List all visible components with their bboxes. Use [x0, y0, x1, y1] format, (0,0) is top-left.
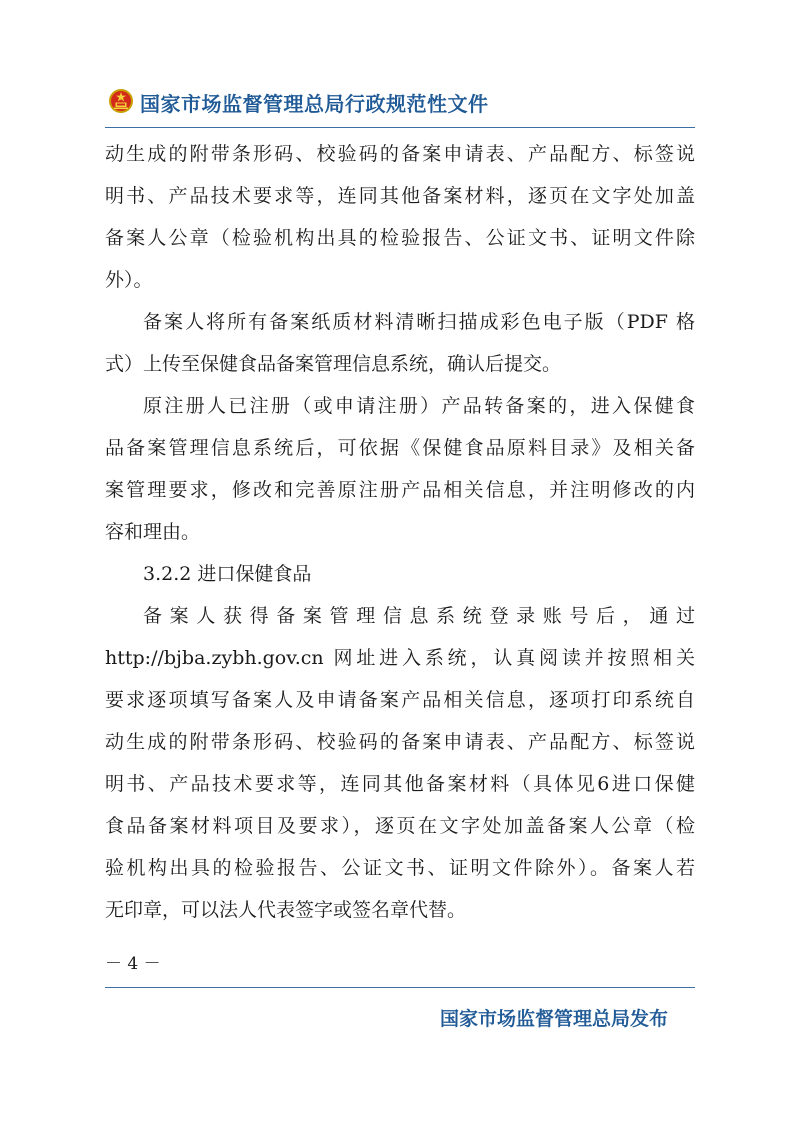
header-divider — [105, 127, 695, 128]
document-header — [105, 84, 695, 124]
body-line: 明书、产品技术要求等，连同其他备案材料（具体见6进口保健 — [105, 773, 695, 795]
body-line: http://bjba.zybh.gov.cn 网址进入系统，认真阅读并按照相关 — [105, 647, 695, 669]
section-heading: 3.2.2 进口保健食品 — [143, 563, 312, 585]
national-emblem-icon — [108, 88, 134, 114]
body-line: 备案人获得备案管理信息系统登录账号后，通过 — [143, 605, 695, 627]
body-line: 品备案管理信息系统后，可依据《保健食品原料目录》及相关备 — [105, 437, 695, 459]
page-number: － 4 － — [105, 954, 161, 974]
body-line: 明书、产品技术要求等，连同其他备案材料，逐页在文字处加盖 — [105, 185, 695, 207]
body-line: 原注册人已注册（或申请注册）产品转备案的，进入保健食 — [143, 395, 695, 417]
body-line: 备案人将所有备案纸质材料清晰扫描成彩色电子版（PDF 格 — [143, 311, 695, 333]
footer-divider — [105, 987, 695, 988]
body-line: 外）。 — [105, 269, 153, 291]
body-line: 容和理由。 — [105, 521, 201, 543]
body-line: 食品备案材料项目及要求），逐页在文字处加盖备案人公章（检 — [105, 815, 695, 837]
body-line: 案管理要求，修改和完善原注册产品相关信息，并注明修改的内 — [105, 479, 695, 501]
body-line: 动生成的附带条形码、校验码的备案申请表、产品配方、标签说 — [105, 731, 695, 753]
body-line: 验机构出具的检验报告、公证文书、证明文件除外）。备案人若 — [105, 857, 695, 879]
document-body — [105, 133, 695, 931]
header-title: 国家市场监督管理总局行政规范性文件 — [140, 92, 489, 116]
footer-publisher: 国家市场监督管理总局发布 — [440, 1008, 669, 1030]
body-line: 备案人公章（检验机构出具的检验报告、公证文书、证明文件除 — [105, 227, 695, 249]
body-line: 式）上传至保健食品备案管理信息系统，确认后提交。 — [105, 353, 562, 375]
body-line: 无印章，可以法人代表签字或签名章代替。 — [105, 899, 467, 921]
body-line: 动生成的附带条形码、校验码的备案申请表、产品配方、标签说 — [105, 143, 695, 165]
body-line: 要求逐项填写备案人及申请备案产品相关信息，逐项打印系统自 — [105, 689, 695, 711]
